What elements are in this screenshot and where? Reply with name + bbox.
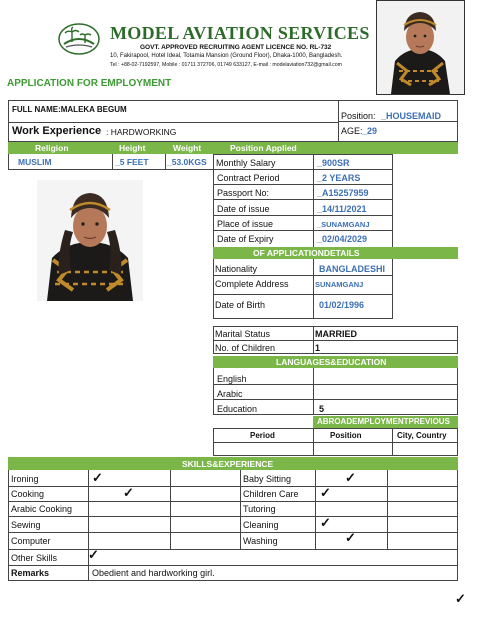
education-label: Education (217, 404, 258, 414)
complete-address-label: Complete Address (215, 279, 289, 289)
date-of-issue-value: _14/11/2021 (317, 204, 367, 214)
applicant-photo-large (37, 180, 143, 301)
check-icon-other-skills: ✓ (88, 547, 99, 562)
header-height: Height (119, 143, 146, 153)
skill-sewing: Sewing (11, 520, 41, 530)
skills-title: SKILLS&EXPERIENCE (182, 459, 274, 469)
age-label: AGE: (341, 126, 363, 136)
date-of-birth-label: Date of Birth (215, 300, 266, 310)
work-experience-value: : HARDWORKING (106, 127, 177, 137)
work-experience-label: Work Experience (12, 125, 102, 137)
passport-no-value: _A15257959 (317, 188, 369, 198)
licence-line: GOVT. APPROVED RECRUITING AGENT LICENCE NO. RL-732 (140, 44, 332, 51)
marital-status-label: Marital Status (215, 329, 271, 339)
abroad-header-position: Position (330, 431, 362, 440)
header-position-applied: Position Applied (230, 143, 297, 153)
nationality-value: BANGLADESHI (319, 264, 386, 274)
remarks-label: Remarks (11, 568, 50, 578)
monthly-salary-value: _900SR (317, 158, 350, 168)
full-name: FULL NAME:MALEKA BEGUM (12, 105, 127, 114)
place-of-issue-value: _SUNAMGANJ (317, 220, 370, 229)
date-of-issue-label: Date of issue (217, 204, 270, 214)
date-of-expiry-value: _02/04/2029 (317, 234, 368, 244)
skill-children-care: Children Care (243, 489, 299, 499)
weight-value: _53.0KGS (167, 157, 207, 167)
skill-other-skills: Other Skills (11, 553, 58, 563)
check-icon-washing: ✓ (345, 530, 356, 545)
check-icon-baby-sitting: ✓ (345, 470, 356, 485)
check-icon-footer: ✓ (455, 591, 466, 606)
place-of-issue-label: Place of issue (217, 219, 274, 229)
skill-cooking: Cooking (11, 489, 45, 499)
languages-title: LANGUAGES&EDUCATION (276, 357, 387, 367)
skill-computer: Computer (11, 536, 51, 546)
height-value: _5 FEET (115, 157, 149, 167)
passport-no-label: Passport No: (217, 188, 270, 198)
language-arabic: Arabic (217, 389, 243, 399)
education-value: 5 (319, 404, 325, 414)
skill-arabic-cooking: Arabic Cooking (11, 504, 73, 514)
language-english: English (217, 374, 247, 384)
date-of-expiry-label: Date of Expiry (217, 234, 274, 244)
marital-status-value: MARRIED (315, 329, 357, 339)
position-value: _HOUSEMAID (381, 111, 442, 121)
check-icon-ironing: ✓ (92, 470, 103, 485)
header-weight: Weight (173, 143, 202, 153)
children-value: 1 (315, 343, 321, 353)
contract-period-label: Contract Period (217, 173, 280, 183)
monthly-salary-label: Monthly Salary (216, 158, 276, 168)
applicant-photo-small (376, 0, 465, 95)
company-logo (58, 22, 100, 56)
form-title: APPLICATION FOR EMPLOYMENT (7, 78, 172, 89)
remarks-value: Obedient and hardworking girl. (92, 568, 215, 578)
check-icon-children-care: ✓ (320, 485, 331, 500)
abroad-header-period: Period (250, 431, 275, 440)
header-religion: Religion (35, 143, 69, 153)
age-value: _29 (362, 126, 378, 136)
skill-cleaning: Cleaning (243, 520, 279, 530)
skill-tutoring: Tutoring (243, 504, 276, 514)
skill-ironing: Ironing (11, 474, 39, 484)
application-details-title: OF APPLICATIONDETAILS (253, 248, 360, 258)
skill-washing: Washing (243, 536, 278, 546)
contract-period-value: _2 YEARS (317, 173, 361, 183)
nationality-label: Nationality (215, 264, 258, 274)
position-label: Position: (341, 111, 376, 121)
company-name: MODEL AVIATION SERVICES (110, 23, 370, 43)
religion-value: MUSLIM (18, 157, 52, 167)
date-of-birth-value: 01/02/1996 (319, 300, 365, 310)
abroad-header-city-country: City, Country (397, 431, 447, 440)
children-label: No. of Children (215, 343, 276, 353)
contact-line: Tel : +88-02-7192597, Mobile : 01711 372706, 01749 633127, E-mail : modelaviation732@gmail.com (110, 62, 342, 68)
address-line: 10, Fakirapool, Hotel Ideal, Totamia Mansion (Ground Floor), Dhaka-1000, Bangladesh. (110, 53, 343, 59)
check-icon-cooking: ✓ (123, 485, 134, 500)
abroad-employment-title: ABROADEMPLOYMENTPREVIOUS (317, 417, 450, 426)
complete-address-value: SUNAMGANJ (315, 280, 364, 289)
check-icon-cleaning: ✓ (320, 515, 331, 530)
skill-baby-sitting: Baby Sitting (243, 474, 292, 484)
